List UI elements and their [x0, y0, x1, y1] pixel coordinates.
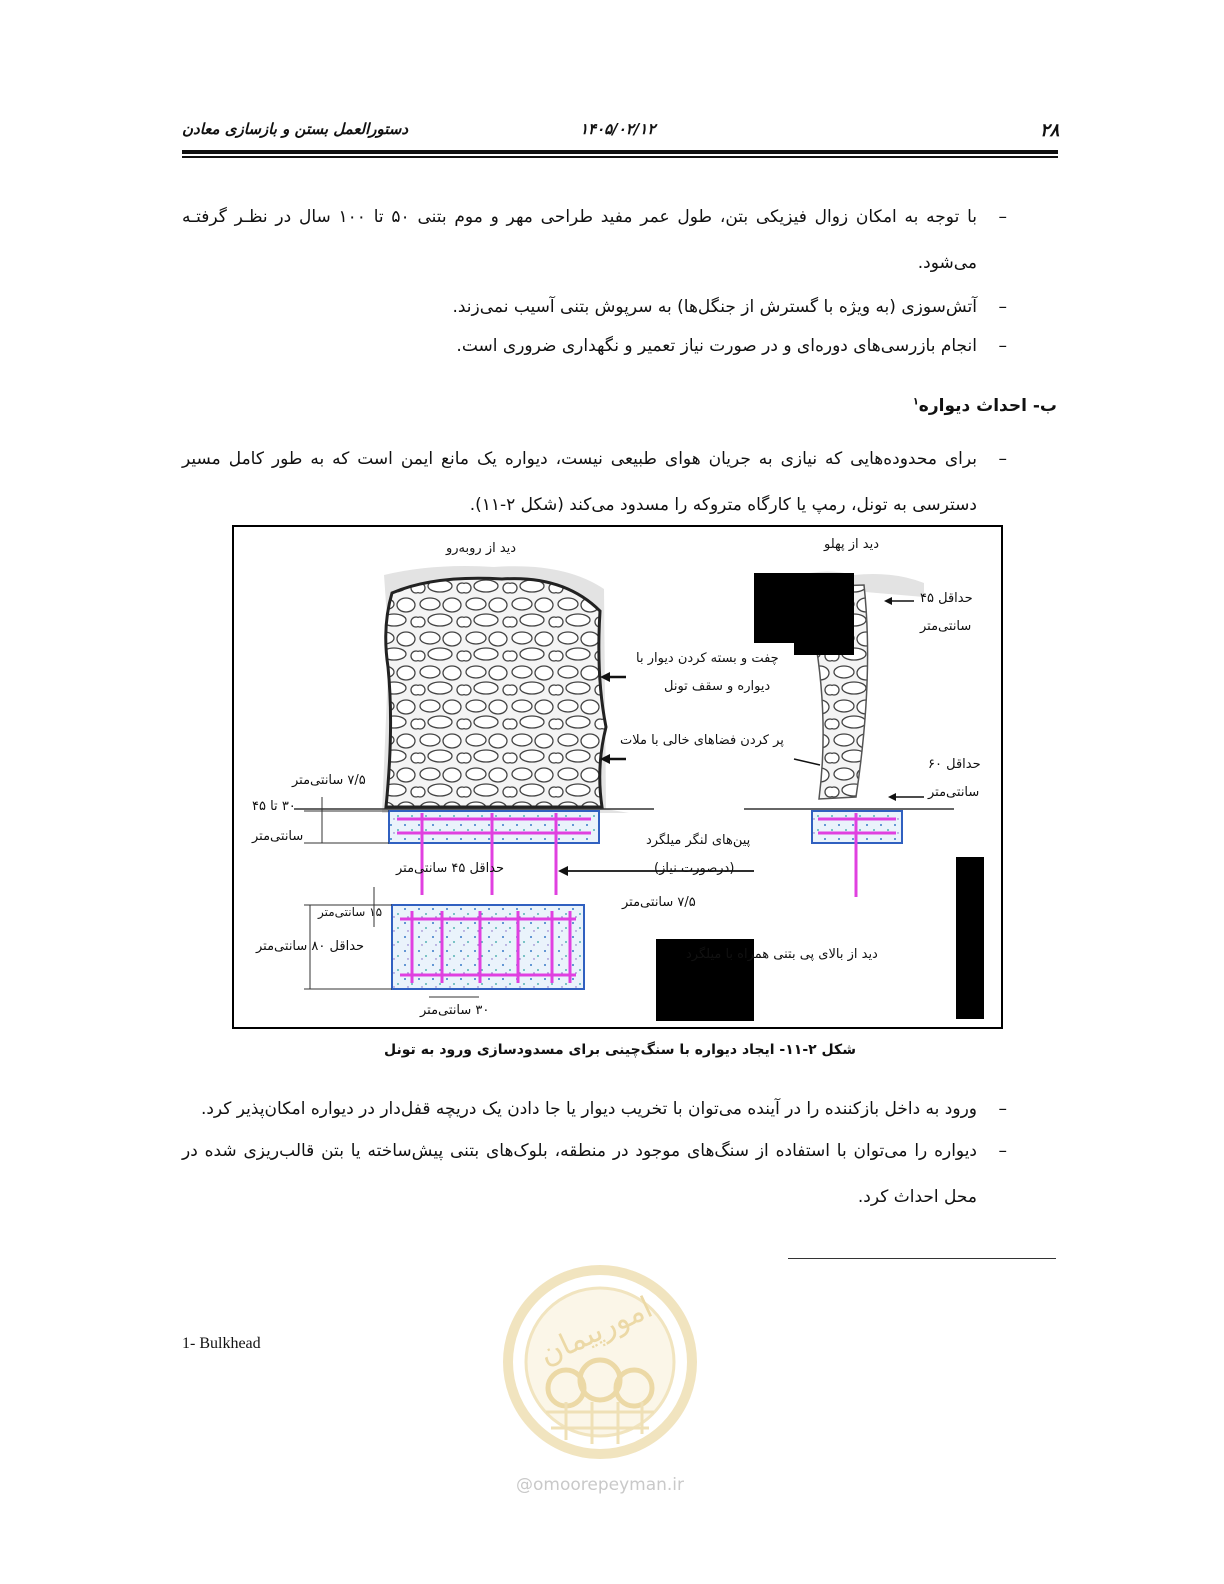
label-min60: حداقل ۶۰	[928, 757, 981, 772]
stone-wall-front	[386, 578, 606, 807]
header-date: ۱۴۰۵/۰۲/۱۲	[580, 120, 656, 138]
watermark-text: امورپیمان	[534, 1290, 658, 1373]
header-rule-thin	[182, 156, 1058, 158]
footnote-ref: ۱	[912, 396, 919, 408]
bullet-item: – انجام بازرسی‌های دوره‌ای و در صورت نیاز تعمیر و نگهداری ضروری است.	[456, 336, 1007, 356]
label-pins-2: (درصورت نیاز)	[654, 861, 735, 876]
figure-caption: شکل ۲-۱۱- ایجاد دیواره با سنگ‌چینی برای مسدودسازی ورود به تونل	[384, 1042, 856, 1058]
bullet-item: – آتش‌سوزی (به ویژه با گسترش از جنگل‌ها) به سرپوش بتنی آسیب نمی‌زند.	[452, 297, 1007, 317]
figure-bulkhead	[232, 525, 1003, 1029]
label-top-view: دید از بالای پی بتنی همراه با میلگرد	[686, 947, 878, 962]
arrow-head	[888, 793, 896, 801]
page-number: ۲۸	[1040, 120, 1060, 141]
header-title: دستورالعمل بستن و بازسازی معادن	[182, 120, 409, 138]
header-rule	[182, 150, 1058, 154]
label-side-view: دید از پهلو	[824, 537, 880, 552]
watermark-logo	[496, 1262, 726, 1512]
section-heading: ب- احداث دیواره$^۱$	[912, 396, 1057, 416]
redaction-block	[794, 607, 854, 655]
footnote-rule	[788, 1258, 1056, 1259]
label-d15: ۱۵ سانتی‌متر	[318, 905, 383, 919]
label-tie-2: دیواره و سقف تونل	[664, 679, 771, 694]
watermark-site: @omoorepeyman.ir	[515, 1475, 685, 1495]
label-min45-unit: سانتی‌متر	[920, 619, 972, 634]
label-fill-voids: پر کردن فضاهای خالی با ملات	[620, 733, 784, 748]
callout-arrow	[794, 759, 820, 765]
label-pins: پین‌های لنگر میلگرد	[646, 833, 751, 848]
arrow-head	[558, 866, 568, 876]
label-min45-center: حداقل ۴۵ سانتی‌متر	[396, 861, 505, 876]
label-min60-unit: سانتی‌متر	[928, 785, 980, 800]
bullet-item: – ورود به داخل بازکننده را در آینده می‌توان با تخریب دیوار یا جا دادن یک دریچه قفل‌دار در دیواره امکان‌پذیر کرد.	[200, 1099, 1007, 1119]
bullet-item: – دیواره را می‌توان با استفاده از سنگ‌های موجود در منطقه، بلوک‌های بتنی پیش‌ساخته یا بتن قالب‌ریزی شده در محل احداث کرد.	[182, 1141, 1007, 1207]
label-d3045-unit: سانتی‌متر	[252, 829, 304, 844]
bullet-item: – برای محدوده‌هایی که نیازی به جریان هوای طبیعی نیست، دیواره یک مانع ایمن است که به طور کامل مسیر دسترسی به تونل، رمپ یا کارگاه متروکه را مسدود می‌کند (شکل ۲-۱۱).	[182, 449, 1007, 515]
label-d3045: ۳۰ تا ۴۵	[252, 799, 296, 814]
label-d75-top: ۷/۵ سانتی‌متر	[292, 773, 366, 788]
label-d30: ۳۰ سانتی‌متر	[420, 1003, 490, 1018]
footnote: 1- Bulkhead	[182, 1335, 261, 1352]
arrow-head	[884, 597, 892, 605]
redaction-block	[956, 857, 984, 1019]
label-min80: حداقل ۸۰ سانتی‌متر	[256, 939, 365, 954]
label-d75-right: ۷/۵ سانتی‌متر	[622, 895, 696, 910]
label-front-view: دید از روبه‌رو	[446, 541, 517, 556]
label-tie: چفت و بسته کردن دیوار با	[636, 651, 779, 666]
bullet-item: – با توجه به امکان زوال فیزیکی بتن، طول عمر مفید طراحی مهر و موم بتنی ۵۰ تا ۱۰۰ سال در نظـر گرفتـه می‌شود.	[182, 207, 1007, 273]
label-min45: حداقل ۴۵	[920, 591, 973, 606]
